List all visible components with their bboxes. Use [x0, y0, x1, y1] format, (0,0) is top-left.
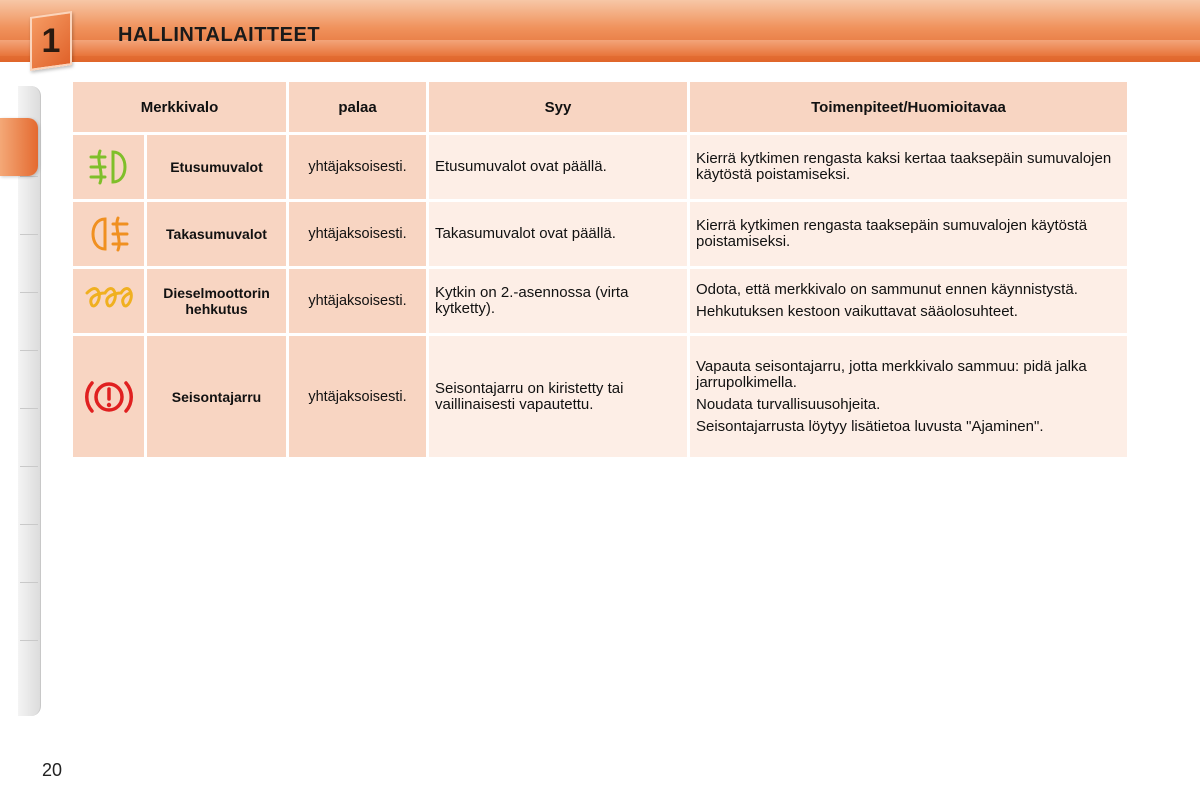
toimenpide-text: Kierrä kytkimen rengasta taaksepäin sumuvalojen käytöstä poistamiseksi.: [696, 217, 1088, 250]
toimenpide-text: Hehkutuksen kestoon vaikuttavat sääolosuhteet.: [696, 303, 1018, 320]
row-palaa: yhtäjaksoisesti.: [289, 202, 426, 266]
row-toimenpiteet: [690, 336, 1127, 457]
row-syy: Seisontajarru on kiristetty tai vaillinaisesti vapautettu.: [429, 336, 687, 457]
table-row: [73, 269, 1127, 333]
header-syy: Syy: [429, 82, 687, 132]
side-tab-divider: [20, 524, 38, 525]
side-tab-strip: [18, 86, 41, 716]
side-tab-divider: [20, 350, 38, 351]
table-row: [73, 336, 1127, 457]
side-tab-divider: [20, 582, 38, 583]
row-toimenpiteet: [690, 135, 1127, 199]
toimenpide-text: Seisontajarrusta löytyy lisätietoa luvusta "Ajaminen".: [696, 417, 1044, 435]
parking-brake-icon: [73, 336, 144, 457]
row-syy: Etusumuvalot ovat päällä.: [429, 135, 687, 199]
side-tab-divider: [20, 640, 38, 641]
side-tab-active[interactable]: [0, 118, 38, 176]
page-number: 20: [42, 760, 63, 780]
row-palaa: yhtäjaksoisesti.: [289, 336, 426, 457]
row-toimenpiteet: [690, 202, 1127, 266]
warning-lights-table: [70, 79, 1130, 460]
table-row: [73, 135, 1127, 199]
header-merkkivalo: Merkkivalo: [73, 82, 286, 132]
side-tab-divider: [20, 408, 38, 409]
page-title: HALLINTALAITTEET: [118, 24, 321, 46]
toimenpide-text: Vapauta seisontajarru, jotta merkkivalo sammuu: pidä jalka jarrupolkimella.: [696, 357, 1087, 391]
header-palaa: palaa: [289, 82, 426, 132]
row-name: [147, 269, 286, 333]
side-tab-divider: [20, 234, 38, 235]
row-palaa: yhtäjaksoisesti.: [289, 135, 426, 199]
chapter-number: 1: [41, 22, 61, 60]
row-name: Takasumuvalot: [147, 202, 286, 266]
glow-plug-icon: [73, 269, 144, 333]
row-palaa: yhtäjaksoisesti.: [289, 269, 426, 333]
rear-fog-light-icon: [73, 202, 144, 266]
row-name: Etusumuvalot: [147, 135, 286, 199]
row-toimenpiteet: [690, 269, 1127, 333]
side-tab-divider: [20, 466, 38, 467]
row-syy: Kytkin on 2.-asennossa (virta kytketty).: [429, 269, 687, 333]
table-row: [73, 202, 1127, 266]
row-name-line2: hehkutus: [185, 301, 248, 317]
front-fog-light-icon: [73, 135, 144, 199]
side-tab-divider: [20, 176, 38, 177]
row-syy: Takasumuvalot ovat päällä.: [429, 202, 687, 266]
toimenpide-text: Kierrä kytkimen rengasta kaksi kertaa taaksepäin sumuvalojen käytöstä poistamiseksi.: [696, 150, 1112, 183]
row-name-line1: Dieselmoottorin: [163, 285, 270, 301]
row-name: Seisontajarru: [147, 336, 286, 457]
toimenpide-text: Noudata turvallisuusohjeita.: [696, 395, 881, 413]
side-tab-divider: [20, 292, 38, 293]
header-toimenpiteet: Toimenpiteet/Huomioitavaa: [690, 82, 1127, 132]
toimenpide-text: Odota, että merkkivalo on sammunut ennen käynnistystä.: [696, 281, 1078, 298]
